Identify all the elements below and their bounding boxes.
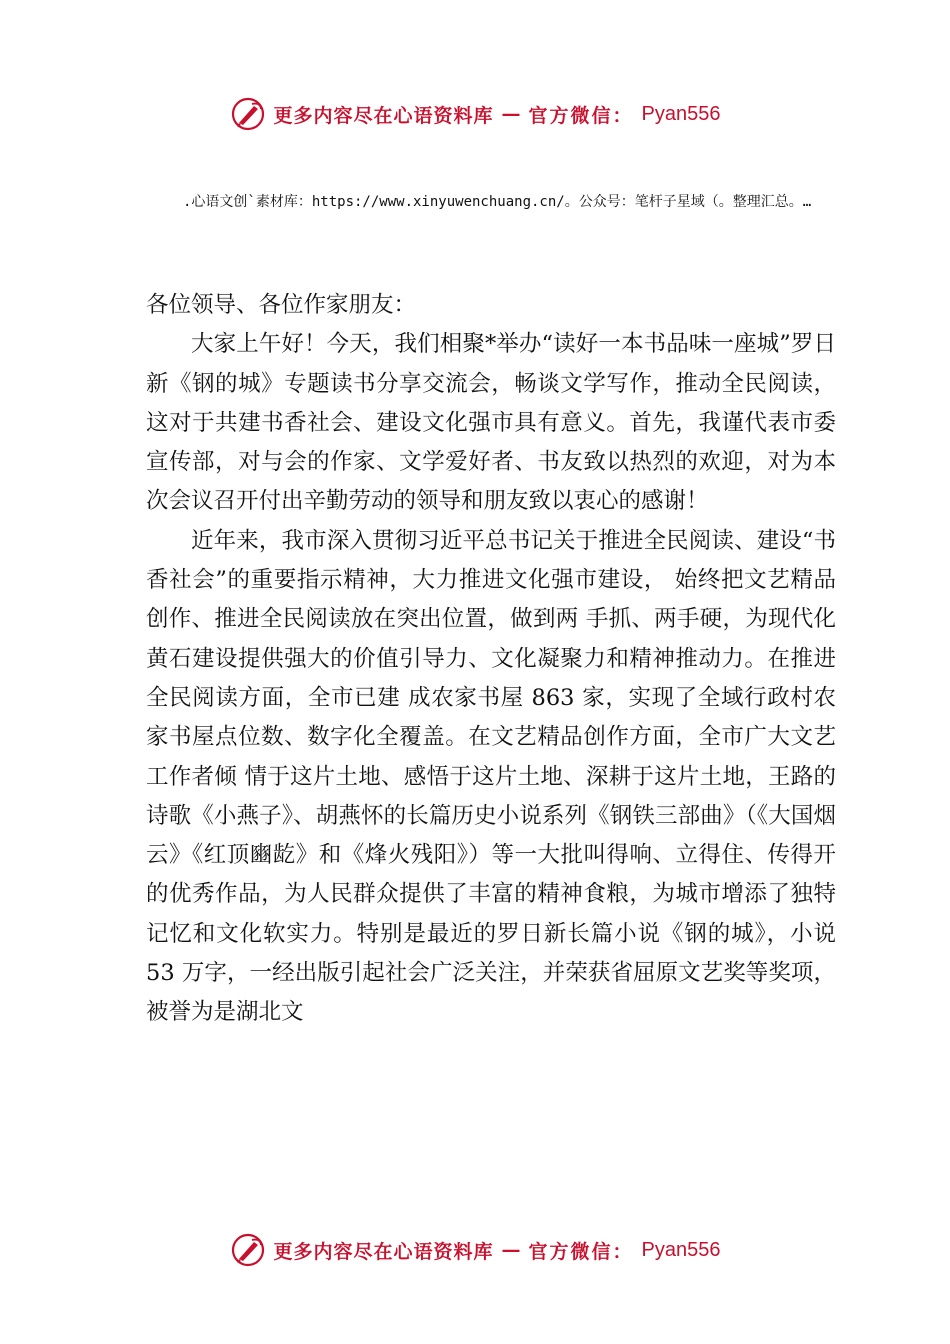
header-wechat-label: 官方微信： xyxy=(528,104,634,127)
header-banner xyxy=(0,96,950,132)
header-wechat-id: Pyan556 xyxy=(641,102,721,125)
footer-banner-text: 更多内容尽在心语资料库 xyxy=(273,1240,494,1263)
paragraph-1: 大家上午好！今天，我们相聚*举办“读好一本书品味一座城”罗日新《钢的城》专题读书分享交流会，畅谈文学写作，推动全民阅读，这对于共建书香社会、建设文化强市具有意义。首先，我谨代表市委宣传部，对与会的作家、文学爱好者、书友致以热烈的欢迎，对为本次会议召开付出辛勤劳动的领导和朋友致以衷心的感谢！ xyxy=(146,331,836,515)
source-note: .心语文创`素材库：https://www.xinyuwenchuang.cn/。公众号：笔杆子星域（。整理汇总。… xyxy=(183,194,812,210)
speech-body xyxy=(146,286,836,1033)
header-banner-separator: — xyxy=(501,103,521,125)
footer-banner xyxy=(0,1232,950,1268)
paragraph-2: 近年来，我市深入贯彻习近平总书记关于推进全民阅读、建设“书香社会”的重要指示精神，大力推进文化强市建设， 始终把文艺精品创作、推进全民阅读放在突出位置，做到两 手抓、两手硬，为现代化黄石建设提供强大的价值引导力、文化凝聚力和精神推动力。在推进全民阅读方面，全市已建 成农家书屋 863 家，实现了全域行政村农家书屋点位数、数字化全覆盖。在文艺精品创作方面，全市广大文艺工作者倾 情于这片土地、感悟于这片土地、深耕于这片土地，王路的 诗歌《小燕子》、胡燕怀的长篇历史小说系列《钢铁三部曲》（《大国烟云》《红顶豳龁》和《烽火残阳》）等一大批叫得响、立得住、传得开的优秀作品，为人民群众提供了丰富的精神食粮，为城市增添了独特记忆和文化软实力。特别是最近的罗日新长篇小说《钢的城》，小说 53 万字，一经出版引起社会广泛关注，并荣获省屈原文艺奖等奖项，被誉为是湖北文 xyxy=(146,527,836,1026)
footer-banner-separator: — xyxy=(501,1239,521,1261)
footer-wechat-id: Pyan556 xyxy=(641,1238,721,1261)
footer-wechat-label: 官方微信： xyxy=(528,1240,634,1263)
pen-logo-icon xyxy=(230,1232,266,1268)
header-banner-text: 更多内容尽在心语资料库 xyxy=(273,104,494,127)
pen-logo-icon xyxy=(230,96,266,132)
salutation: 各位领导、各位作家朋友： xyxy=(146,292,417,318)
